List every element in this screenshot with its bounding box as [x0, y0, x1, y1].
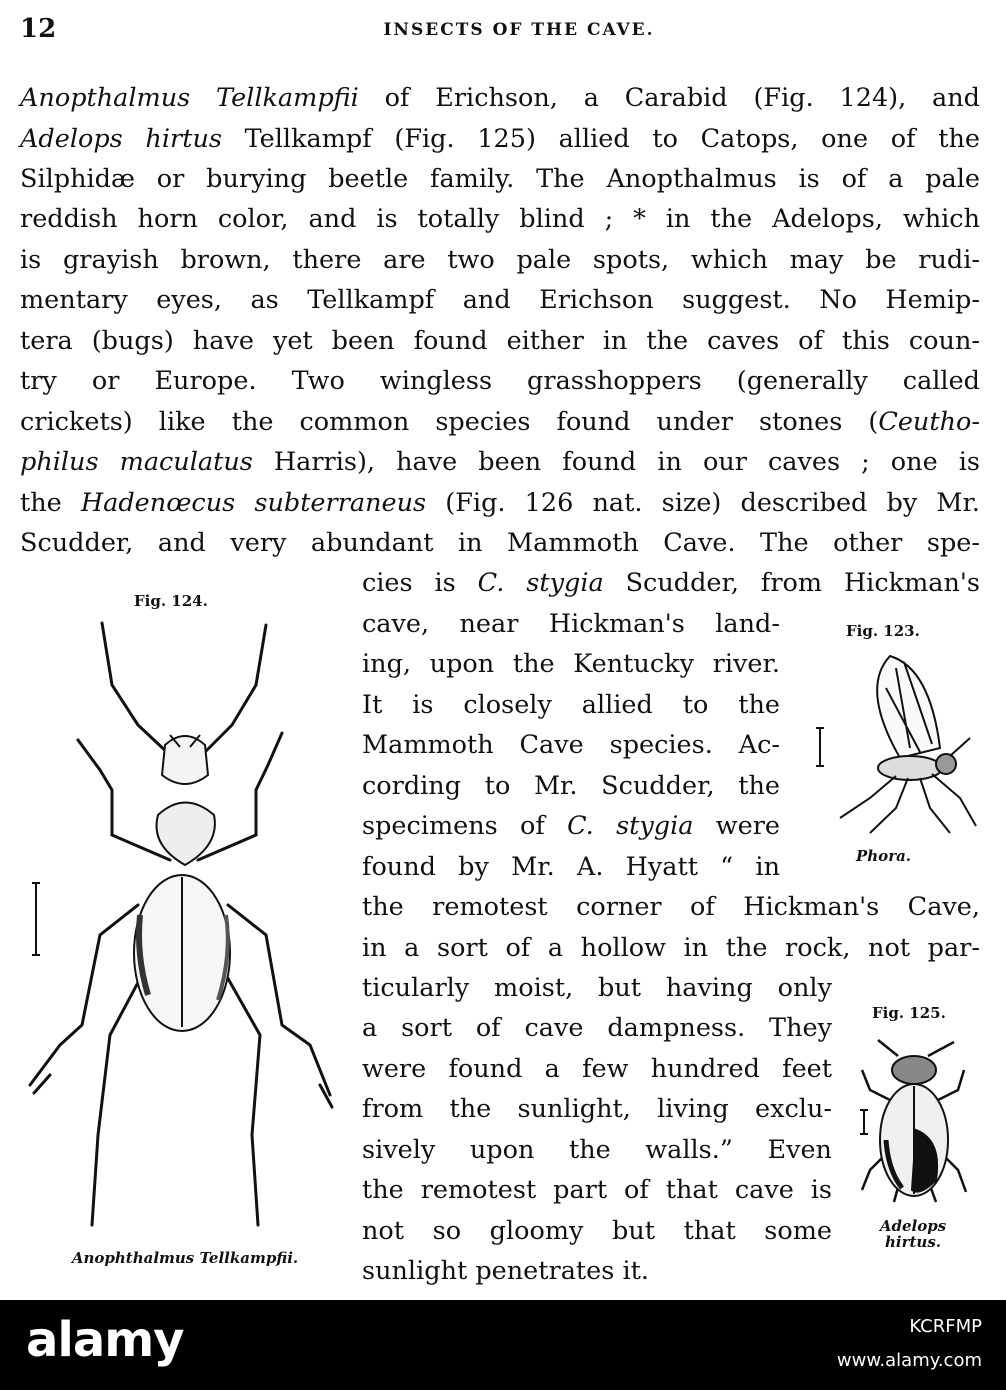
text-run: Silphidæ or burying beetle family. The Anopthalmus is of a pale — [20, 163, 980, 194]
italic-run: philus maculatus — [20, 447, 253, 478]
fig-125-label: Fig. 125. — [872, 1004, 946, 1022]
beetle-illustration-icon — [20, 615, 350, 1245]
text-run: cording to Mr. Scudder, the — [362, 770, 780, 801]
italic-run: Hadenœcus subterraneus — [80, 487, 427, 518]
text-run: try or Europe. Two wingless grasshoppers (generally called — [20, 366, 980, 397]
text-line — [20, 523, 980, 563]
text-run: sively upon the walls.” Even — [362, 1134, 832, 1165]
text-line — [20, 159, 980, 199]
text-line — [20, 78, 980, 118]
watermark-bar — [0, 1300, 1006, 1390]
text-line — [20, 280, 980, 320]
text-run: of Erichson, a Carabid (Fig. 124), and — [358, 83, 980, 113]
text-run: the remotest corner of Hickman's Cave, — [362, 892, 980, 922]
text-line — [362, 847, 780, 887]
text-run: were found a few hundred feet — [362, 1053, 832, 1084]
text-line — [362, 1130, 832, 1170]
text-run: tera (bugs) have yet been found either in the caves of this coun- — [20, 325, 980, 356]
text-run: ticularly moist, but having only — [362, 972, 832, 1003]
fig-123-label: Fig. 123. — [846, 622, 920, 640]
text-run: Mammoth Cave species. Ac- — [362, 730, 780, 761]
image-id: KCRFMP — [909, 1316, 982, 1337]
text-line — [362, 644, 780, 684]
text-run: It is closely allied to the — [362, 689, 780, 720]
text-line — [20, 321, 980, 361]
text-line — [362, 928, 980, 968]
text-run: cave, near Hickman's land- — [362, 608, 780, 639]
running-head: INSECTS OF THE CAVE. — [383, 20, 655, 40]
text-run: the — [20, 487, 81, 518]
text-line — [362, 685, 780, 725]
fig-123-caption: Phora. — [856, 847, 912, 865]
italic-run: Ceutho- — [878, 406, 980, 437]
small-beetle-illustration-icon — [850, 1030, 980, 1210]
text-run: found by Mr. A. Hyatt “ in — [362, 851, 780, 882]
text-line — [362, 1211, 832, 1251]
text-line — [362, 1008, 832, 1048]
italic-run: C. stygia — [567, 811, 694, 842]
text-line — [362, 1049, 832, 1089]
text-run: a sort of cave dampness. They — [362, 1013, 832, 1044]
text-run: (Fig. 126 nat. size) described by Mr. — [426, 487, 980, 518]
text-line — [20, 119, 980, 159]
text-line — [362, 1089, 832, 1129]
text-run: Scudder, and very abundant in Mammoth Cave. The other spe- — [20, 528, 980, 558]
text-line — [362, 806, 780, 846]
text-line — [362, 887, 980, 927]
page-header — [20, 14, 978, 50]
text-line — [362, 1251, 832, 1291]
italic-run: C. stygia — [477, 568, 604, 599]
fig-125-caption-line1: Adelops — [879, 1217, 947, 1235]
text-run: Scudder, from Hickman's — [603, 568, 980, 599]
alamy-logo: alamy — [26, 1312, 184, 1368]
fig-125-caption — [868, 1218, 958, 1250]
text-run: in a sort of a hollow in the rock, not par- — [362, 932, 980, 963]
text-run: were — [693, 811, 780, 842]
text-run: not so gloomy but that some — [362, 1215, 832, 1246]
text-line — [20, 240, 980, 280]
text-run: ing, upon the Kentucky river. — [362, 649, 780, 680]
site-url: www.alamy.com — [836, 1350, 982, 1371]
text-run: Tellkampf (Fig. 125) allied to Catops, one of the — [221, 123, 980, 154]
text-line — [362, 968, 832, 1008]
text-run: sunlight penetrates it. — [362, 1256, 649, 1287]
fly-illustration-icon — [800, 648, 980, 848]
text-run: reddish horn color, and is totally blind ; * in the Adelops, which — [20, 204, 980, 235]
text-line — [20, 199, 980, 239]
text-run: cies is — [362, 568, 478, 599]
text-line — [20, 402, 980, 442]
fig-124-caption: Anophthalmus Tellkampfii. — [71, 1249, 299, 1267]
text-line — [362, 725, 780, 765]
fig-125-caption-line2: hirtus. — [884, 1233, 941, 1251]
italic-run: Adelops hirtus — [20, 123, 222, 154]
italic-run: Anopthalmus Tellkampfii — [20, 83, 359, 113]
text-line — [362, 1170, 832, 1210]
text-run: the remotest part of that cave is — [362, 1175, 832, 1206]
fig-124-label: Fig. 124. — [134, 592, 208, 610]
text-run: from the sunlight, living exclu- — [362, 1094, 832, 1125]
page-number: 12 — [20, 14, 57, 44]
text-line — [20, 483, 980, 523]
text-line — [362, 604, 780, 644]
text-run: specimens of — [362, 811, 568, 842]
text-run: mentary eyes, as Tellkampf and Erichson suggest. No Hemip- — [20, 285, 980, 316]
text-line — [362, 766, 780, 806]
text-line — [362, 563, 980, 603]
text-run: crickets) like the common species found under stones ( — [20, 406, 879, 437]
text-run: Harris), have been found in our caves ; one is — [252, 447, 980, 478]
text-run: is grayish brown, there are two pale spots, which may be rudi- — [20, 244, 980, 275]
text-line — [20, 361, 980, 401]
text-line — [20, 442, 980, 482]
